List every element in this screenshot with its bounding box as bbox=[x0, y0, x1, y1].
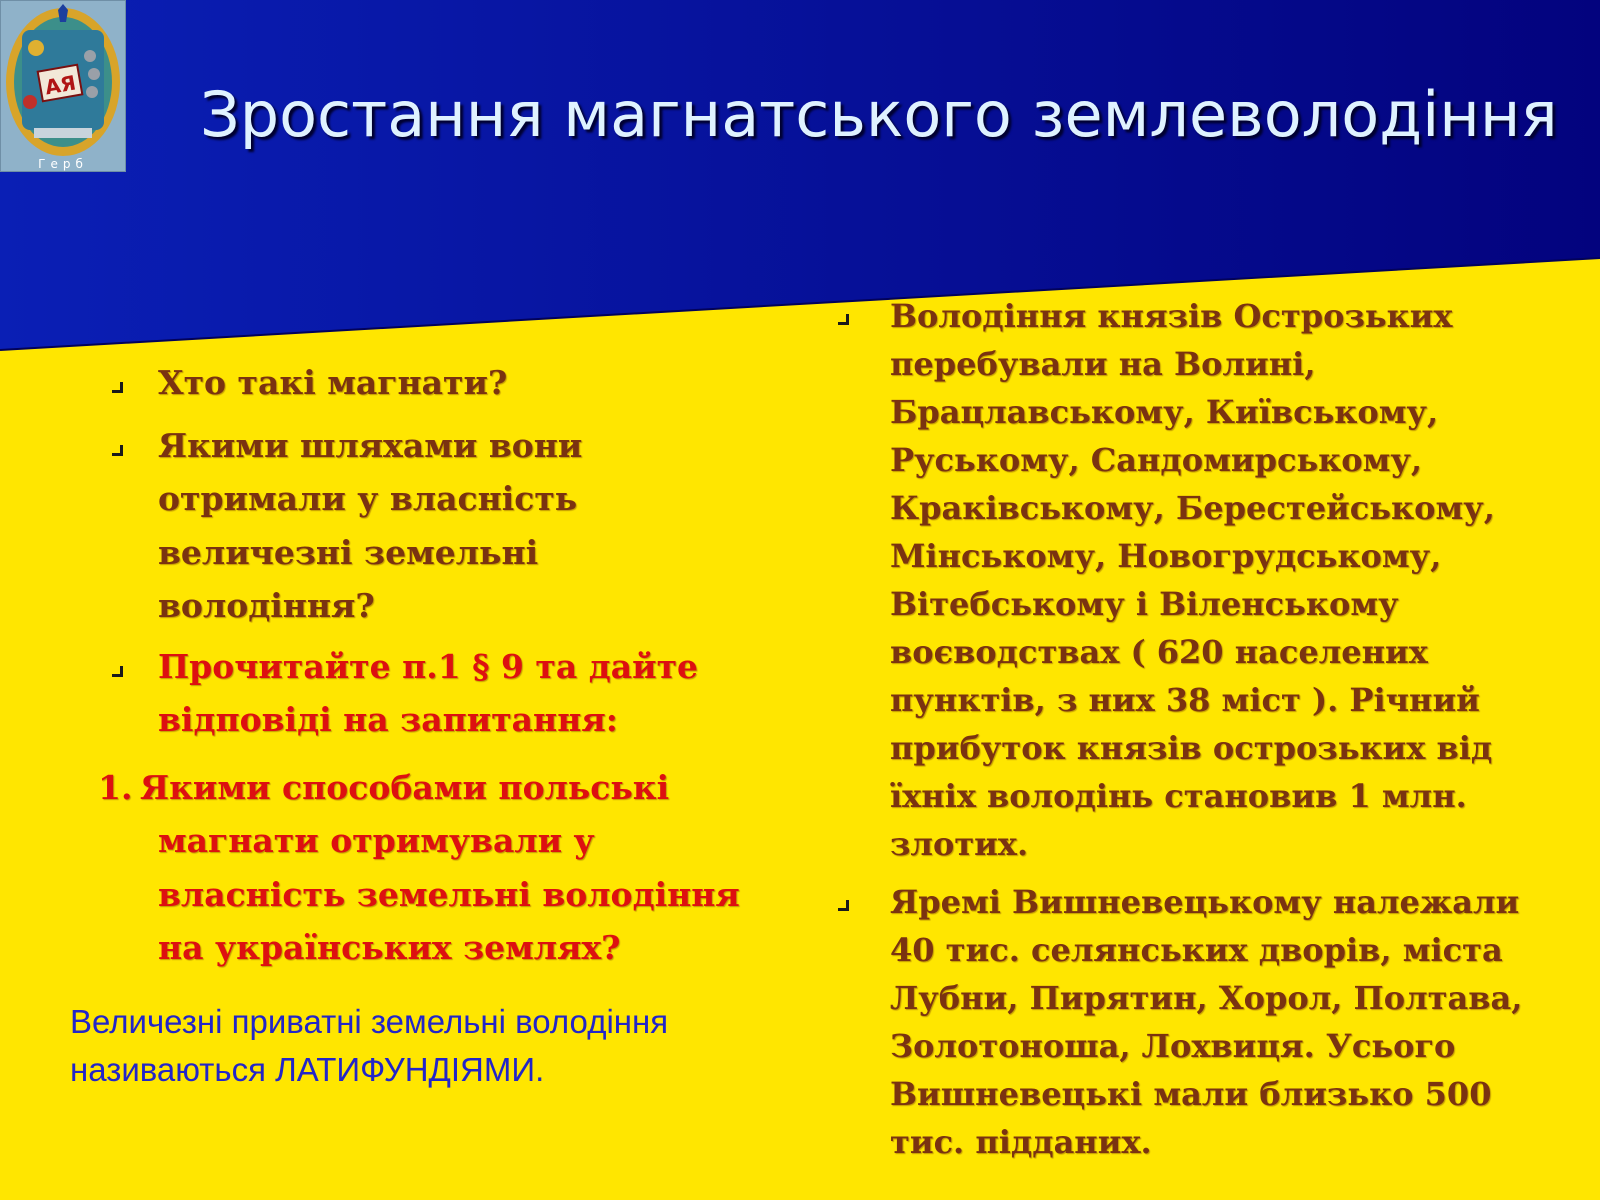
question-magnates: Хто такі магнати? bbox=[158, 363, 508, 402]
sub-question-line-1: Якими способами польські bbox=[140, 768, 670, 807]
ostrozky-holdings-line-10: прибуток князів острозьких від bbox=[890, 729, 1493, 767]
ostrozky-holdings-line-7: Вітебському і Віленському bbox=[890, 585, 1399, 623]
bullet-marker-icon bbox=[112, 382, 123, 393]
ostrozky-holdings-line-11: їхніх володінь становив 1 млн. bbox=[890, 777, 1467, 815]
vyshnevetsky-holdings-line-2: 40 тис. селянських дворів, міста bbox=[890, 931, 1503, 969]
ostrozky-holdings-line-12: злотих. bbox=[890, 825, 1029, 863]
sub-question-line-2: магнати отримували у bbox=[158, 821, 595, 860]
question-ways-line-3: величезні земельні bbox=[158, 533, 539, 572]
question-ways-line-2: отримали у власність bbox=[158, 479, 578, 518]
sub-question-line-4: на українських землях? bbox=[158, 928, 621, 967]
task-line-2: відповіді на запитання: bbox=[158, 700, 618, 739]
emblem-letters: АЯ bbox=[43, 70, 78, 100]
sub-question-line-3: власність земельні володіння bbox=[158, 875, 740, 914]
ostrozky-holdings-line-9: пунктів, з них 38 міст ). Річний bbox=[890, 681, 1480, 719]
question-ways-line-1: Якими шляхами вони bbox=[158, 426, 583, 465]
vyshnevetsky-holdings-line-4: Золотоноша, Лохвиця. Усього bbox=[890, 1027, 1456, 1065]
bullet-marker-icon bbox=[112, 445, 123, 456]
question-ways-line-4: володіння? bbox=[158, 586, 375, 625]
latifundia-note-line-2: називаються ЛАТИФУНДІЯМИ. bbox=[70, 1051, 545, 1088]
sub-question-number: 1. bbox=[98, 768, 133, 807]
slide-title: Зростання магнатського землеволодіння bbox=[200, 78, 1558, 151]
task-line-1: Прочитайте п.1 § 9 та дайте bbox=[158, 647, 699, 686]
vyshnevetsky-holdings-line-1: Яремі Вишневецькому належали bbox=[890, 883, 1520, 921]
ostrozky-holdings-line-5: Краківському, Берестейському, bbox=[890, 489, 1495, 527]
ostrozky-holdings-line-6: Мінському, Новогрудському, bbox=[890, 537, 1442, 575]
ostrozky-holdings-line-3: Брацлавському, Київському, bbox=[890, 393, 1439, 431]
ostrozky-holdings-line-1: Володіння князів Острозьких bbox=[890, 297, 1453, 335]
vyshnevetsky-holdings-line-3: Лубни, Пирятин, Хорол, Полтава, bbox=[890, 979, 1523, 1017]
school-emblem-icon bbox=[0, 0, 126, 172]
ostrozky-holdings-line-2: перебували на Волині, bbox=[890, 345, 1316, 383]
emblem-caption: Герб bbox=[38, 157, 88, 171]
vyshnevetsky-holdings-line-6: тис. підданих. bbox=[890, 1123, 1152, 1161]
bullet-marker-icon bbox=[838, 314, 849, 325]
vyshnevetsky-holdings-line-5: Вишневецькі мали близько 500 bbox=[890, 1075, 1492, 1113]
ostrozky-holdings-line-4: Руському, Сандомирському, bbox=[890, 441, 1423, 479]
bullet-marker-icon bbox=[112, 666, 123, 677]
ostrozky-holdings-line-8: воєводствах ( 620 населених bbox=[890, 633, 1428, 671]
bullet-marker-icon bbox=[838, 900, 849, 911]
latifundia-note-line-1: Величезні приватні земельні володіння bbox=[70, 1003, 669, 1040]
